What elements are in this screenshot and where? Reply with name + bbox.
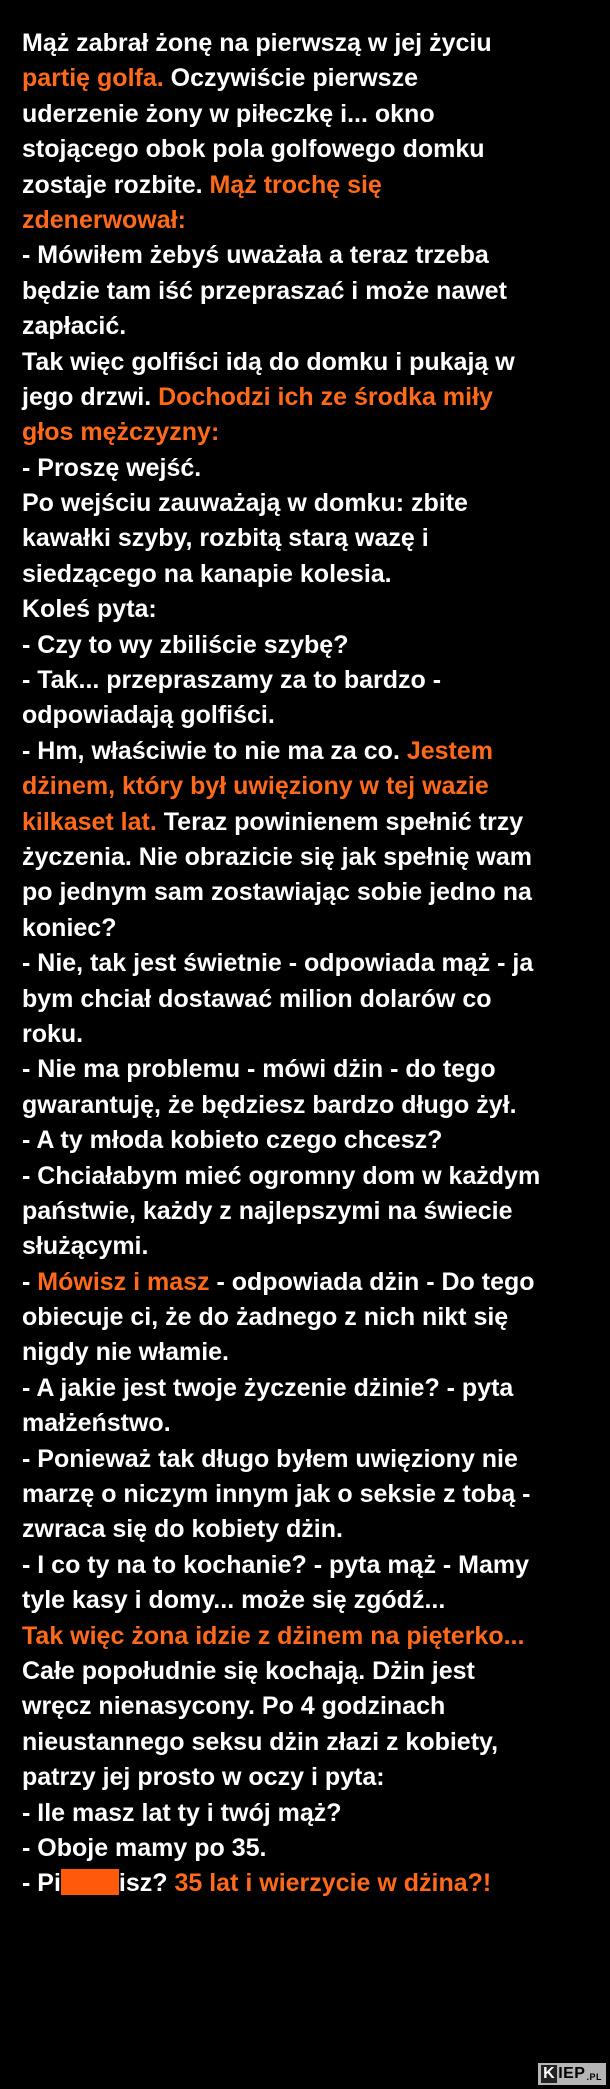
highlighted-text: Mówisz i masz bbox=[37, 1267, 210, 1296]
text-segment: - A ty młoda kobieto czego chcesz? bbox=[22, 1126, 443, 1155]
highlighted-text: Dochodzi ich ze środka miły bbox=[158, 382, 493, 411]
text-segment: kawałki szyby, rozbitą starą wazę i bbox=[22, 524, 429, 553]
joke-text bbox=[22, 26, 597, 1902]
text-segment: uderzenie żony w piłeczkę i... okno bbox=[22, 99, 435, 128]
text-line bbox=[22, 1017, 597, 1052]
text-line bbox=[22, 769, 597, 804]
text-line bbox=[22, 203, 597, 238]
text-segment: - bbox=[22, 1267, 38, 1296]
text-line bbox=[22, 592, 597, 627]
text-line bbox=[22, 1088, 597, 1123]
text-line bbox=[22, 911, 597, 946]
text-line bbox=[22, 1725, 597, 1760]
text-segment: obiecuje ci, że do żadnego z nich nikt się bbox=[22, 1303, 509, 1332]
text-line bbox=[22, 698, 597, 733]
text-line bbox=[22, 875, 597, 910]
text-segment: - Ile masz lat ty i twój mąż? bbox=[22, 1798, 342, 1827]
text-segment: - Ponieważ tak długo byłem uwięziony nie bbox=[22, 1444, 518, 1473]
text-line bbox=[22, 521, 597, 556]
text-line bbox=[22, 982, 597, 1017]
text-segment: zostaje rozbite. bbox=[22, 170, 210, 199]
text-line bbox=[22, 557, 597, 592]
highlighted-text: 35 lat i wierzycie w dżina?! bbox=[174, 1869, 492, 1898]
highlighted-text: dżinem, który był uwięziony w tej wazie bbox=[22, 772, 489, 801]
text-line bbox=[22, 274, 597, 309]
text-line bbox=[22, 1831, 597, 1866]
text-line bbox=[22, 1159, 597, 1194]
text-segment: - Nie, tak jest świetnie - odpowiada mąż - ja bbox=[22, 949, 534, 978]
text-line bbox=[22, 61, 597, 96]
text-line bbox=[22, 1689, 597, 1724]
highlighted-text: Mąż trochę się bbox=[209, 170, 382, 199]
text-line bbox=[22, 805, 597, 840]
text-segment: siedzącego na kanapie kolesia. bbox=[22, 559, 392, 588]
text-segment: roku. bbox=[22, 1019, 84, 1048]
highlighted-text: Jestem bbox=[406, 736, 494, 765]
text-segment: życzenia. Nie obrazicie się jak spełnię wam bbox=[22, 842, 532, 871]
text-segment: będzie tam iść przepraszać i może nawet bbox=[22, 276, 507, 305]
text-line bbox=[22, 1123, 597, 1158]
text-segment: Tak więc golfiści idą do domku i pukają w bbox=[22, 347, 515, 376]
censor-bar bbox=[61, 1869, 119, 1895]
text-segment: - Proszę wejść. bbox=[22, 453, 202, 482]
text-line bbox=[22, 380, 597, 415]
text-line bbox=[22, 1548, 597, 1583]
text-line bbox=[22, 628, 597, 663]
text-segment: tyle kasy i domy... może się zgódź... bbox=[22, 1586, 446, 1615]
text-segment: służącymi. bbox=[22, 1232, 149, 1261]
text-segment: isz? bbox=[118, 1869, 175, 1898]
text-segment: Teraz powinienem spełnić trzy bbox=[156, 807, 524, 836]
text-line bbox=[22, 1654, 597, 1689]
text-line bbox=[22, 1866, 597, 1901]
text-line bbox=[22, 840, 597, 875]
text-segment: marzę o niczym innym jak o seksie z tobą - bbox=[22, 1480, 531, 1509]
text-segment: - Nie ma problemu - mówi dżin - do tego bbox=[22, 1055, 496, 1084]
text-segment: Koleś pyta: bbox=[22, 595, 157, 624]
text-segment: - Mówiłem żebyś uważała a teraz trzeba bbox=[22, 241, 489, 270]
text-line bbox=[22, 1265, 597, 1300]
text-line bbox=[22, 451, 597, 486]
text-segment: zapłacić. bbox=[22, 312, 127, 341]
text-segment: koniec? bbox=[22, 913, 117, 942]
text-segment: małżeństwo. bbox=[22, 1409, 171, 1438]
text-line bbox=[22, 1300, 597, 1335]
text-line bbox=[22, 97, 597, 132]
text-segment: Po wejściu zauważają w domku: zbite bbox=[22, 489, 468, 518]
text-segment: - I co ty na to kochanie? - pyta mąż - Mamy bbox=[22, 1550, 530, 1579]
watermark-k: K bbox=[543, 2065, 556, 2082]
highlighted-text: zdenerwował: bbox=[22, 205, 186, 234]
text-segment: - Hm, właściwie to nie ma za co. bbox=[22, 736, 407, 765]
text-segment: - Pi bbox=[22, 1869, 61, 1898]
text-line bbox=[22, 1796, 597, 1831]
text-line bbox=[22, 1442, 597, 1477]
text-segment: odpowiadają golfiści. bbox=[22, 701, 275, 730]
text-line bbox=[22, 1229, 597, 1264]
watermark-text: IEP bbox=[558, 2065, 586, 2082]
text-segment: nieustannego seksu dżin złazi z kobiety, bbox=[22, 1727, 499, 1756]
text-line bbox=[22, 168, 597, 203]
text-line bbox=[22, 1371, 597, 1406]
text-line bbox=[22, 1406, 597, 1441]
text-segment: państwie, każdy z najlepszymi na świecie bbox=[22, 1196, 513, 1225]
text-segment: jego drzwi. bbox=[22, 382, 159, 411]
text-segment: wręcz nienasycony. Po 4 godzinach bbox=[22, 1692, 446, 1721]
text-segment: po jednym sam zostawiając sobie jedno na bbox=[22, 878, 532, 907]
text-segment: stojącego obok pola golfowego domku bbox=[22, 135, 485, 164]
text-line bbox=[22, 26, 597, 61]
text-segment: nigdy nie włamie. bbox=[22, 1338, 229, 1367]
text-line bbox=[22, 946, 597, 981]
text-segment: gwarantuję, że będziesz bardzo długo żył. bbox=[22, 1090, 517, 1119]
text-line bbox=[22, 1194, 597, 1229]
text-segment: - Czy to wy zbiliście szybę? bbox=[22, 630, 349, 659]
text-line bbox=[22, 734, 597, 769]
text-line bbox=[22, 1052, 597, 1087]
text-segment: zwraca się do kobiety dżin. bbox=[22, 1515, 343, 1544]
text-line bbox=[22, 486, 597, 521]
text-line bbox=[22, 1512, 597, 1547]
text-segment: - A jakie jest twoje życzenie dżinie? - pyta bbox=[22, 1373, 514, 1402]
text-segment: - Oboje mamy po 35. bbox=[22, 1833, 267, 1862]
text-line bbox=[22, 1583, 597, 1618]
text-segment: patrzy jej prosto w oczy i pyta: bbox=[22, 1763, 385, 1792]
text-segment: Oczywiście pierwsze bbox=[163, 64, 418, 93]
text-line bbox=[22, 1619, 597, 1654]
text-line bbox=[22, 1760, 597, 1795]
kiep-watermark-logo bbox=[538, 2063, 606, 2085]
text-segment: - Tak... przepraszamy za to bardzo - bbox=[22, 666, 442, 695]
highlighted-text: partię golfa. bbox=[22, 64, 164, 93]
text-segment: Mąż zabrał żonę na pierwszą w jej życiu bbox=[22, 29, 492, 57]
text-segment: bym chciał dostawać milion dolarów co bbox=[22, 984, 492, 1013]
highlighted-text: Tak więc żona idzie z dżinem na pięterko... bbox=[22, 1621, 525, 1650]
text-line bbox=[22, 1335, 597, 1370]
text-line bbox=[22, 132, 597, 167]
text-line bbox=[22, 345, 597, 380]
text-segment: - Chciałabym mieć ogromny dom w każdym bbox=[22, 1161, 541, 1190]
watermark-suffix: .PL bbox=[586, 2072, 602, 2082]
text-segment: Całe popołudnie się kochają. Dżin jest bbox=[22, 1656, 475, 1685]
text-line bbox=[22, 1477, 597, 1512]
highlighted-text: kilkaset lat. bbox=[22, 807, 157, 836]
text-segment: - odpowiada dżin - Do tego bbox=[209, 1267, 535, 1296]
highlighted-text: głos mężczyzny: bbox=[22, 418, 220, 447]
text-line bbox=[22, 415, 597, 450]
text-line bbox=[22, 663, 597, 698]
text-line bbox=[22, 309, 597, 344]
text-line bbox=[22, 238, 597, 273]
